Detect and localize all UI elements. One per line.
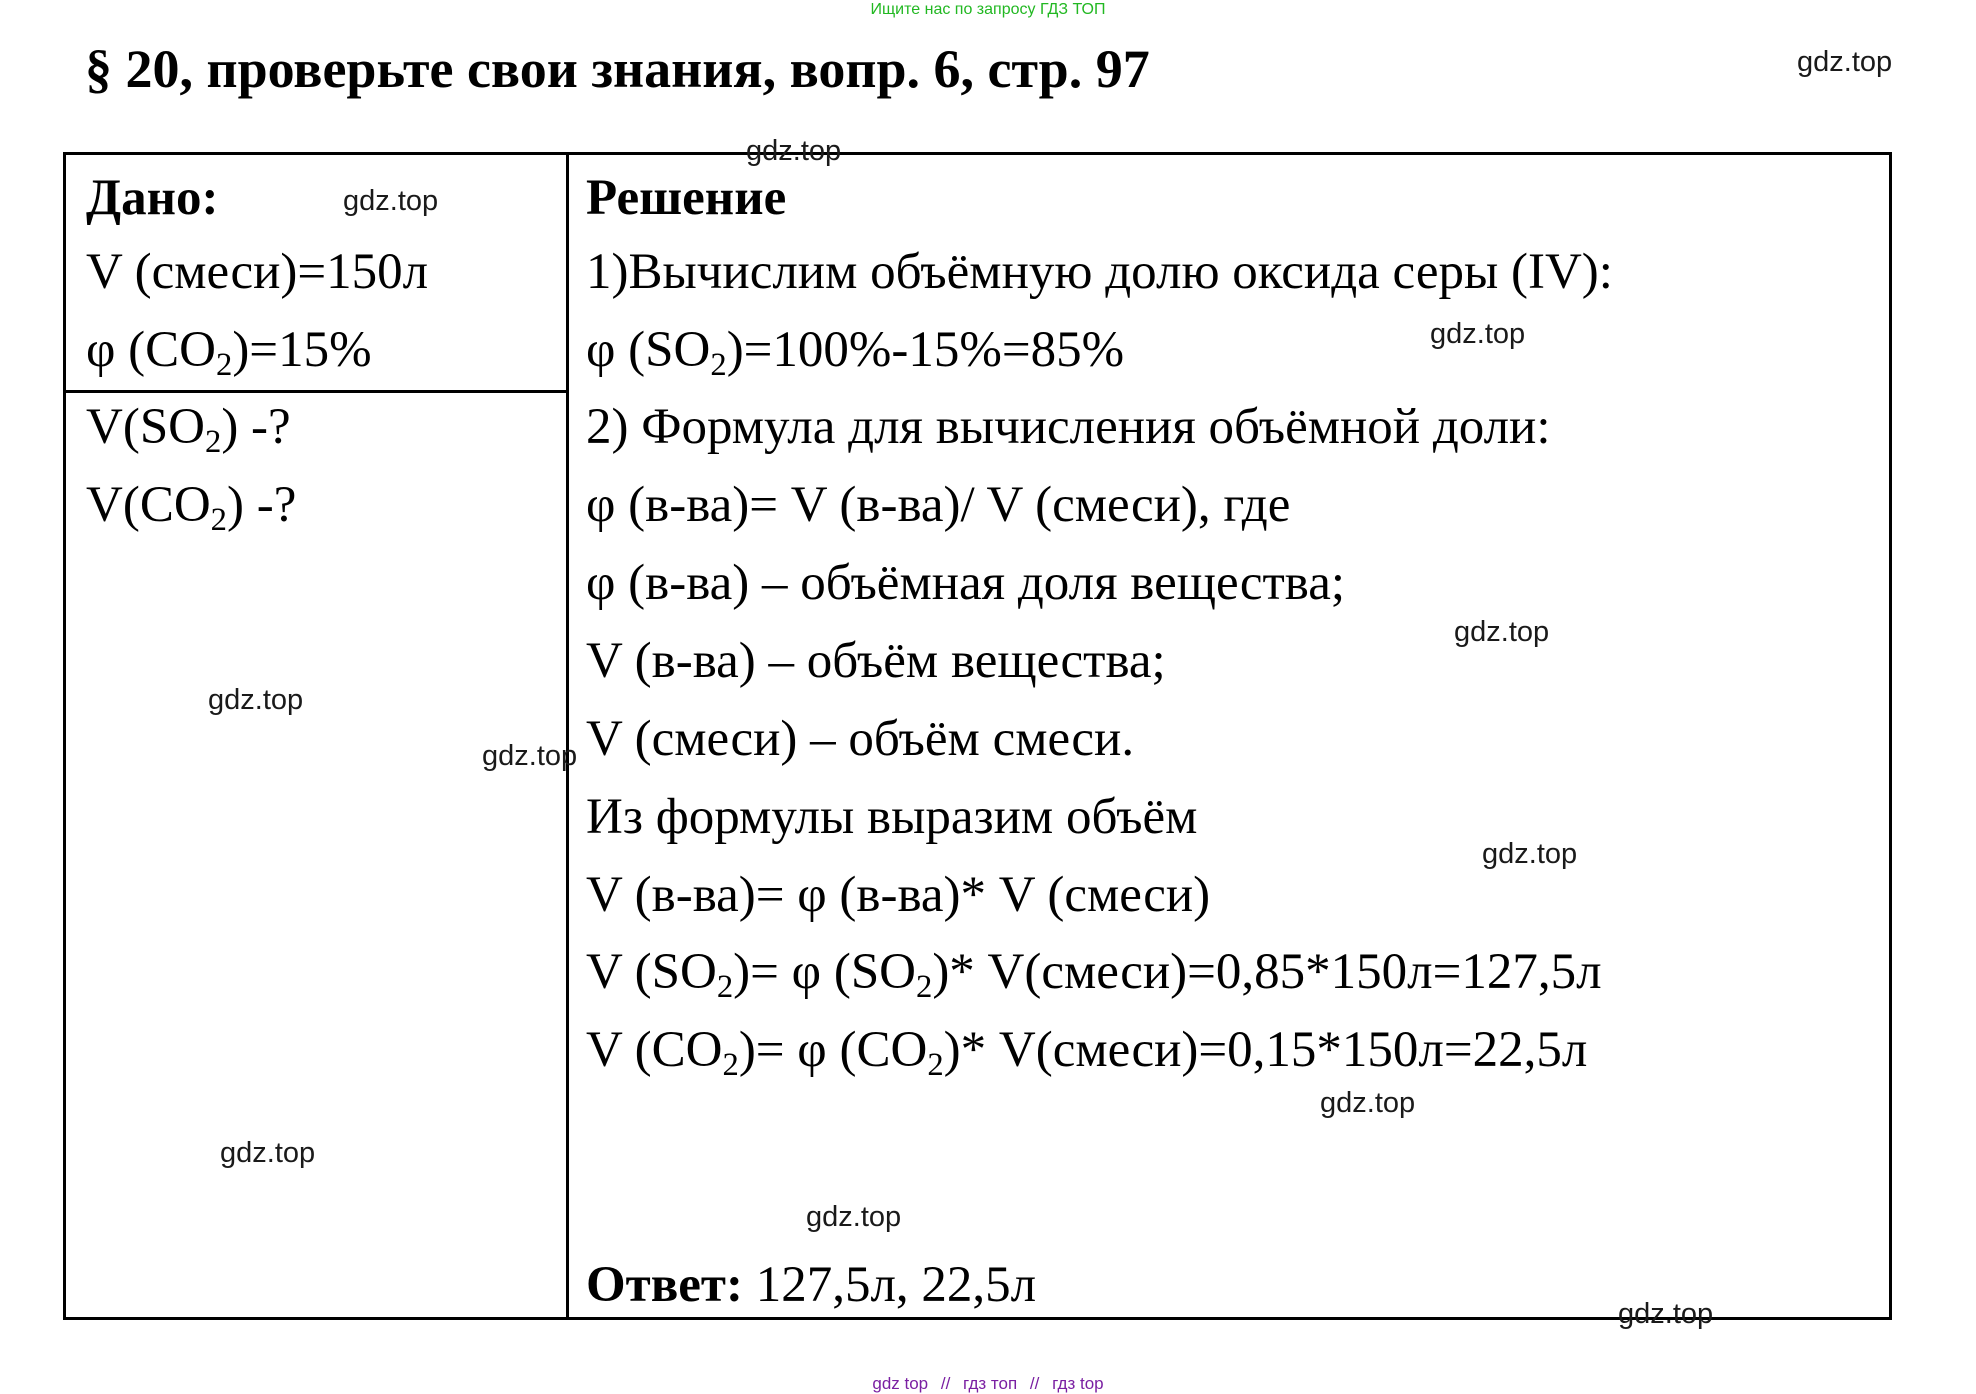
watermark: gdz.top bbox=[1482, 838, 1578, 870]
footer-link-gdz-top[interactable]: gdz top bbox=[872, 1374, 929, 1393]
top-banner-note: Ищите нас по запросу ГДЗ ТОП bbox=[870, 1, 1106, 18]
given-phi-co2: φ $(CO_2)=15\%$ bbox=[86, 322, 372, 384]
watermark: gdz.top bbox=[1618, 1298, 1714, 1330]
watermark: gdz.top bbox=[220, 1137, 316, 1169]
find-v-co2: $V(CO_2)$ -? bbox=[86, 477, 297, 539]
given-find-divider bbox=[66, 390, 569, 393]
watermark: gdz.top bbox=[746, 135, 842, 167]
solution-calc-co2: V $(CO_2)= \varphi$ $(CO_2)*$ V(смеси)=0,15*150л=22,5л bbox=[586, 1022, 1588, 1084]
table-column-divider bbox=[566, 155, 569, 1317]
solution-step1: 1)Вычислим объёмную долю оксида серы (IV): bbox=[586, 244, 1613, 300]
footer-separator: // bbox=[940, 1374, 951, 1393]
footer-separator: // bbox=[1029, 1374, 1040, 1393]
watermark: gdz.top bbox=[1797, 46, 1893, 78]
solution-express: Из формулы выразим объём bbox=[586, 789, 1198, 845]
find-v-so2: $V(SO_2)$ -? bbox=[86, 399, 291, 461]
watermark: gdz.top bbox=[1454, 616, 1550, 648]
solution-answer: Ответ: 127,5л, 22,5л bbox=[586, 1257, 1037, 1313]
solution-heading: Решение bbox=[586, 170, 787, 226]
solution-phi-so2: φ $(SO_2)=100\%-15\%=85\%$ bbox=[586, 322, 1125, 384]
footer-links bbox=[0, 1374, 1976, 1394]
page-title: § 20, проверьте свои знания, вопр. 6, стр. 97 bbox=[85, 39, 1150, 99]
watermark: gdz.top bbox=[343, 185, 439, 217]
given-mix-volume: V (смеси)=150л bbox=[86, 244, 429, 300]
watermark: gdz.top bbox=[806, 1201, 902, 1233]
solution-def-v: V (в-ва) – объём вещества; bbox=[586, 633, 1166, 689]
watermark: gdz.top bbox=[482, 740, 578, 772]
watermark: gdz.top bbox=[1320, 1087, 1416, 1119]
solution-def-phi: φ (в-ва) – объёмная доля вещества; bbox=[586, 555, 1346, 611]
footer-link-gdz-top-ru[interactable]: гдз топ bbox=[963, 1374, 1018, 1393]
given-heading: Дано: bbox=[86, 170, 219, 226]
solution-formula: φ (в-ва)= V (в-ва)/ V (смеси), где bbox=[586, 477, 1291, 533]
watermark: gdz.top bbox=[208, 684, 304, 716]
solution-def-mix: V (смеси) – объём смеси. bbox=[586, 711, 1135, 767]
task-table bbox=[63, 152, 1892, 1320]
solution-formula2: V (в-ва)= φ (в-ва)* V (смеси) bbox=[586, 867, 1211, 923]
footer-link-gdz-top-mixed[interactable]: гдз top bbox=[1052, 1374, 1104, 1393]
solution-calc-so2: V $(SO_2)= \varphi$ $(SO_2)*$ V(смеси)=0,85*150л=127,5л bbox=[586, 944, 1602, 1006]
watermark: gdz.top bbox=[1430, 318, 1526, 350]
solution-step2: 2) Формула для вычисления объёмной доли: bbox=[586, 399, 1551, 455]
